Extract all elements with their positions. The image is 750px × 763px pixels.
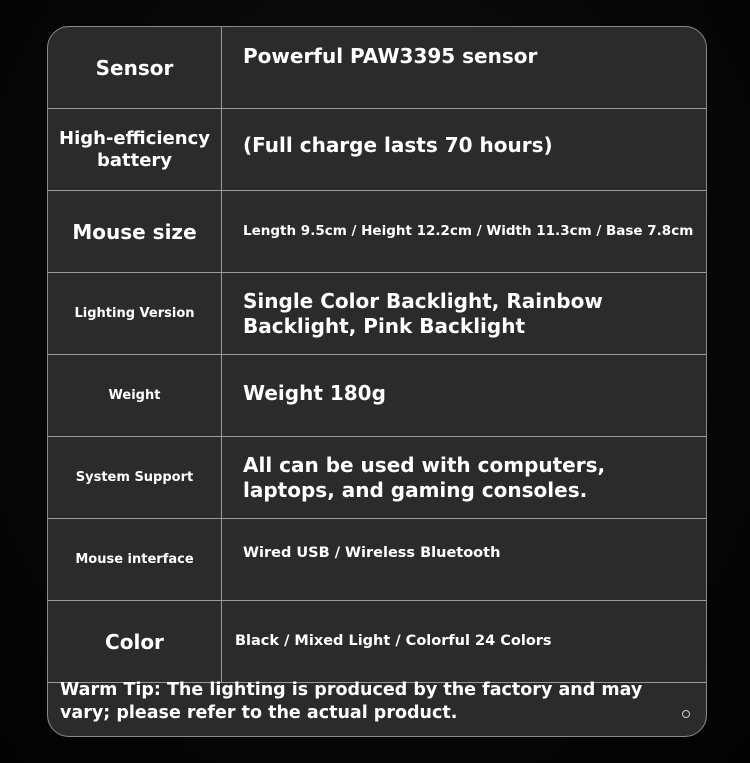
spec-table: [47, 26, 707, 737]
spec-value: (Full charge lasts 70 hours): [243, 133, 553, 157]
spec-value: Length 9.5cm / Height 12.2cm / Width 11.3cm / Base 7.8cm: [243, 223, 694, 240]
spec-label: System Support: [48, 437, 222, 518]
spec-row-mouse-size: [48, 191, 706, 273]
spec-value: Black / Mixed Light / Colorful 24 Colors: [235, 633, 552, 650]
warm-tip: Warm Tip: The lighting is produced by the factory and may vary; please refer to the actual product.: [60, 680, 643, 724]
spec-value: Powerful PAW3395 sensor: [243, 44, 538, 68]
spec-label: Sensor: [48, 27, 222, 108]
circle-icon: [682, 710, 690, 718]
spec-label: Mouse interface: [48, 519, 222, 600]
spec-row-lighting-version: [48, 273, 706, 355]
spec-value: Weight 180g: [243, 381, 386, 405]
spec-value: Wired USB / Wireless Bluetooth: [243, 545, 501, 561]
spec-label: High-efficiency battery: [48, 109, 222, 190]
spec-label: Color: [48, 601, 222, 682]
spec-value: Single Color Backlight, Rainbow Backlight, Pink Backlight: [243, 288, 603, 338]
spec-row-system-support: [48, 437, 706, 519]
spec-row-mouse-interface: [48, 519, 706, 601]
spec-value: All can be used with computers, laptops, and gaming consoles.: [243, 452, 606, 502]
spec-row-battery: [48, 109, 706, 191]
spec-label: Lighting Version: [48, 273, 222, 354]
spec-row-sensor: [48, 27, 706, 109]
spec-row-weight: [48, 355, 706, 437]
spec-label: Weight: [48, 355, 222, 436]
spec-row-color: [48, 601, 706, 683]
spec-label: Mouse size: [48, 191, 222, 272]
